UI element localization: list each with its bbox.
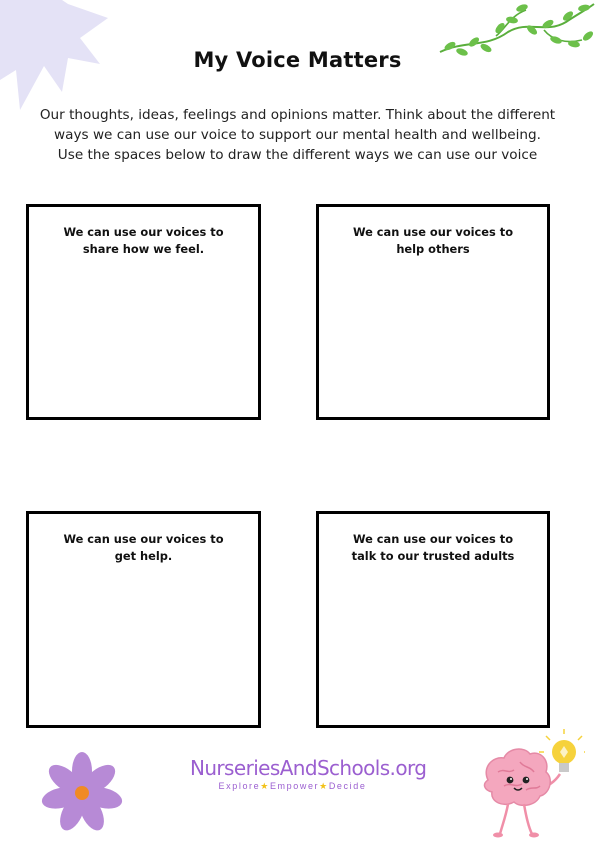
flower-icon <box>40 752 124 834</box>
drawing-box-get-help[interactable] <box>26 511 261 728</box>
drawing-box-share-feelings[interactable] <box>26 204 261 420</box>
box-prompt: We can use our voices to talk to our trusted adults <box>351 532 515 563</box>
logo-tagline: Explore★Empower★Decide <box>218 781 367 791</box>
instructions-line: Use the spaces below to draw the different ways we can use our voice <box>57 147 538 163</box>
drawing-box-help-others[interactable] <box>316 204 550 420</box>
instructions-paragraph <box>30 105 565 165</box>
drawing-box-trusted-adults[interactable] <box>316 511 550 728</box>
brain-character-icon <box>474 728 586 838</box>
instructions-line: ways we can use our voice to support our mental health and wellbeing. <box>54 127 541 143</box>
box-prompt: We can use our voices to share how we feel. <box>63 225 224 256</box>
page-title: My Voice Matters <box>193 48 402 72</box>
logo-wordmark: NurseriesAndSchools.org <box>190 756 427 780</box>
instructions-line: Our thoughts, ideas, feelings and opinions matter. Think about the different <box>39 107 556 123</box>
box-prompt: We can use our voices to help others <box>352 225 514 256</box>
star-icon: ★ <box>260 781 270 791</box>
star-icon: ★ <box>319 781 329 791</box>
brand-logo <box>190 756 427 792</box>
box-prompt: We can use our voices to get help. <box>63 532 224 563</box>
